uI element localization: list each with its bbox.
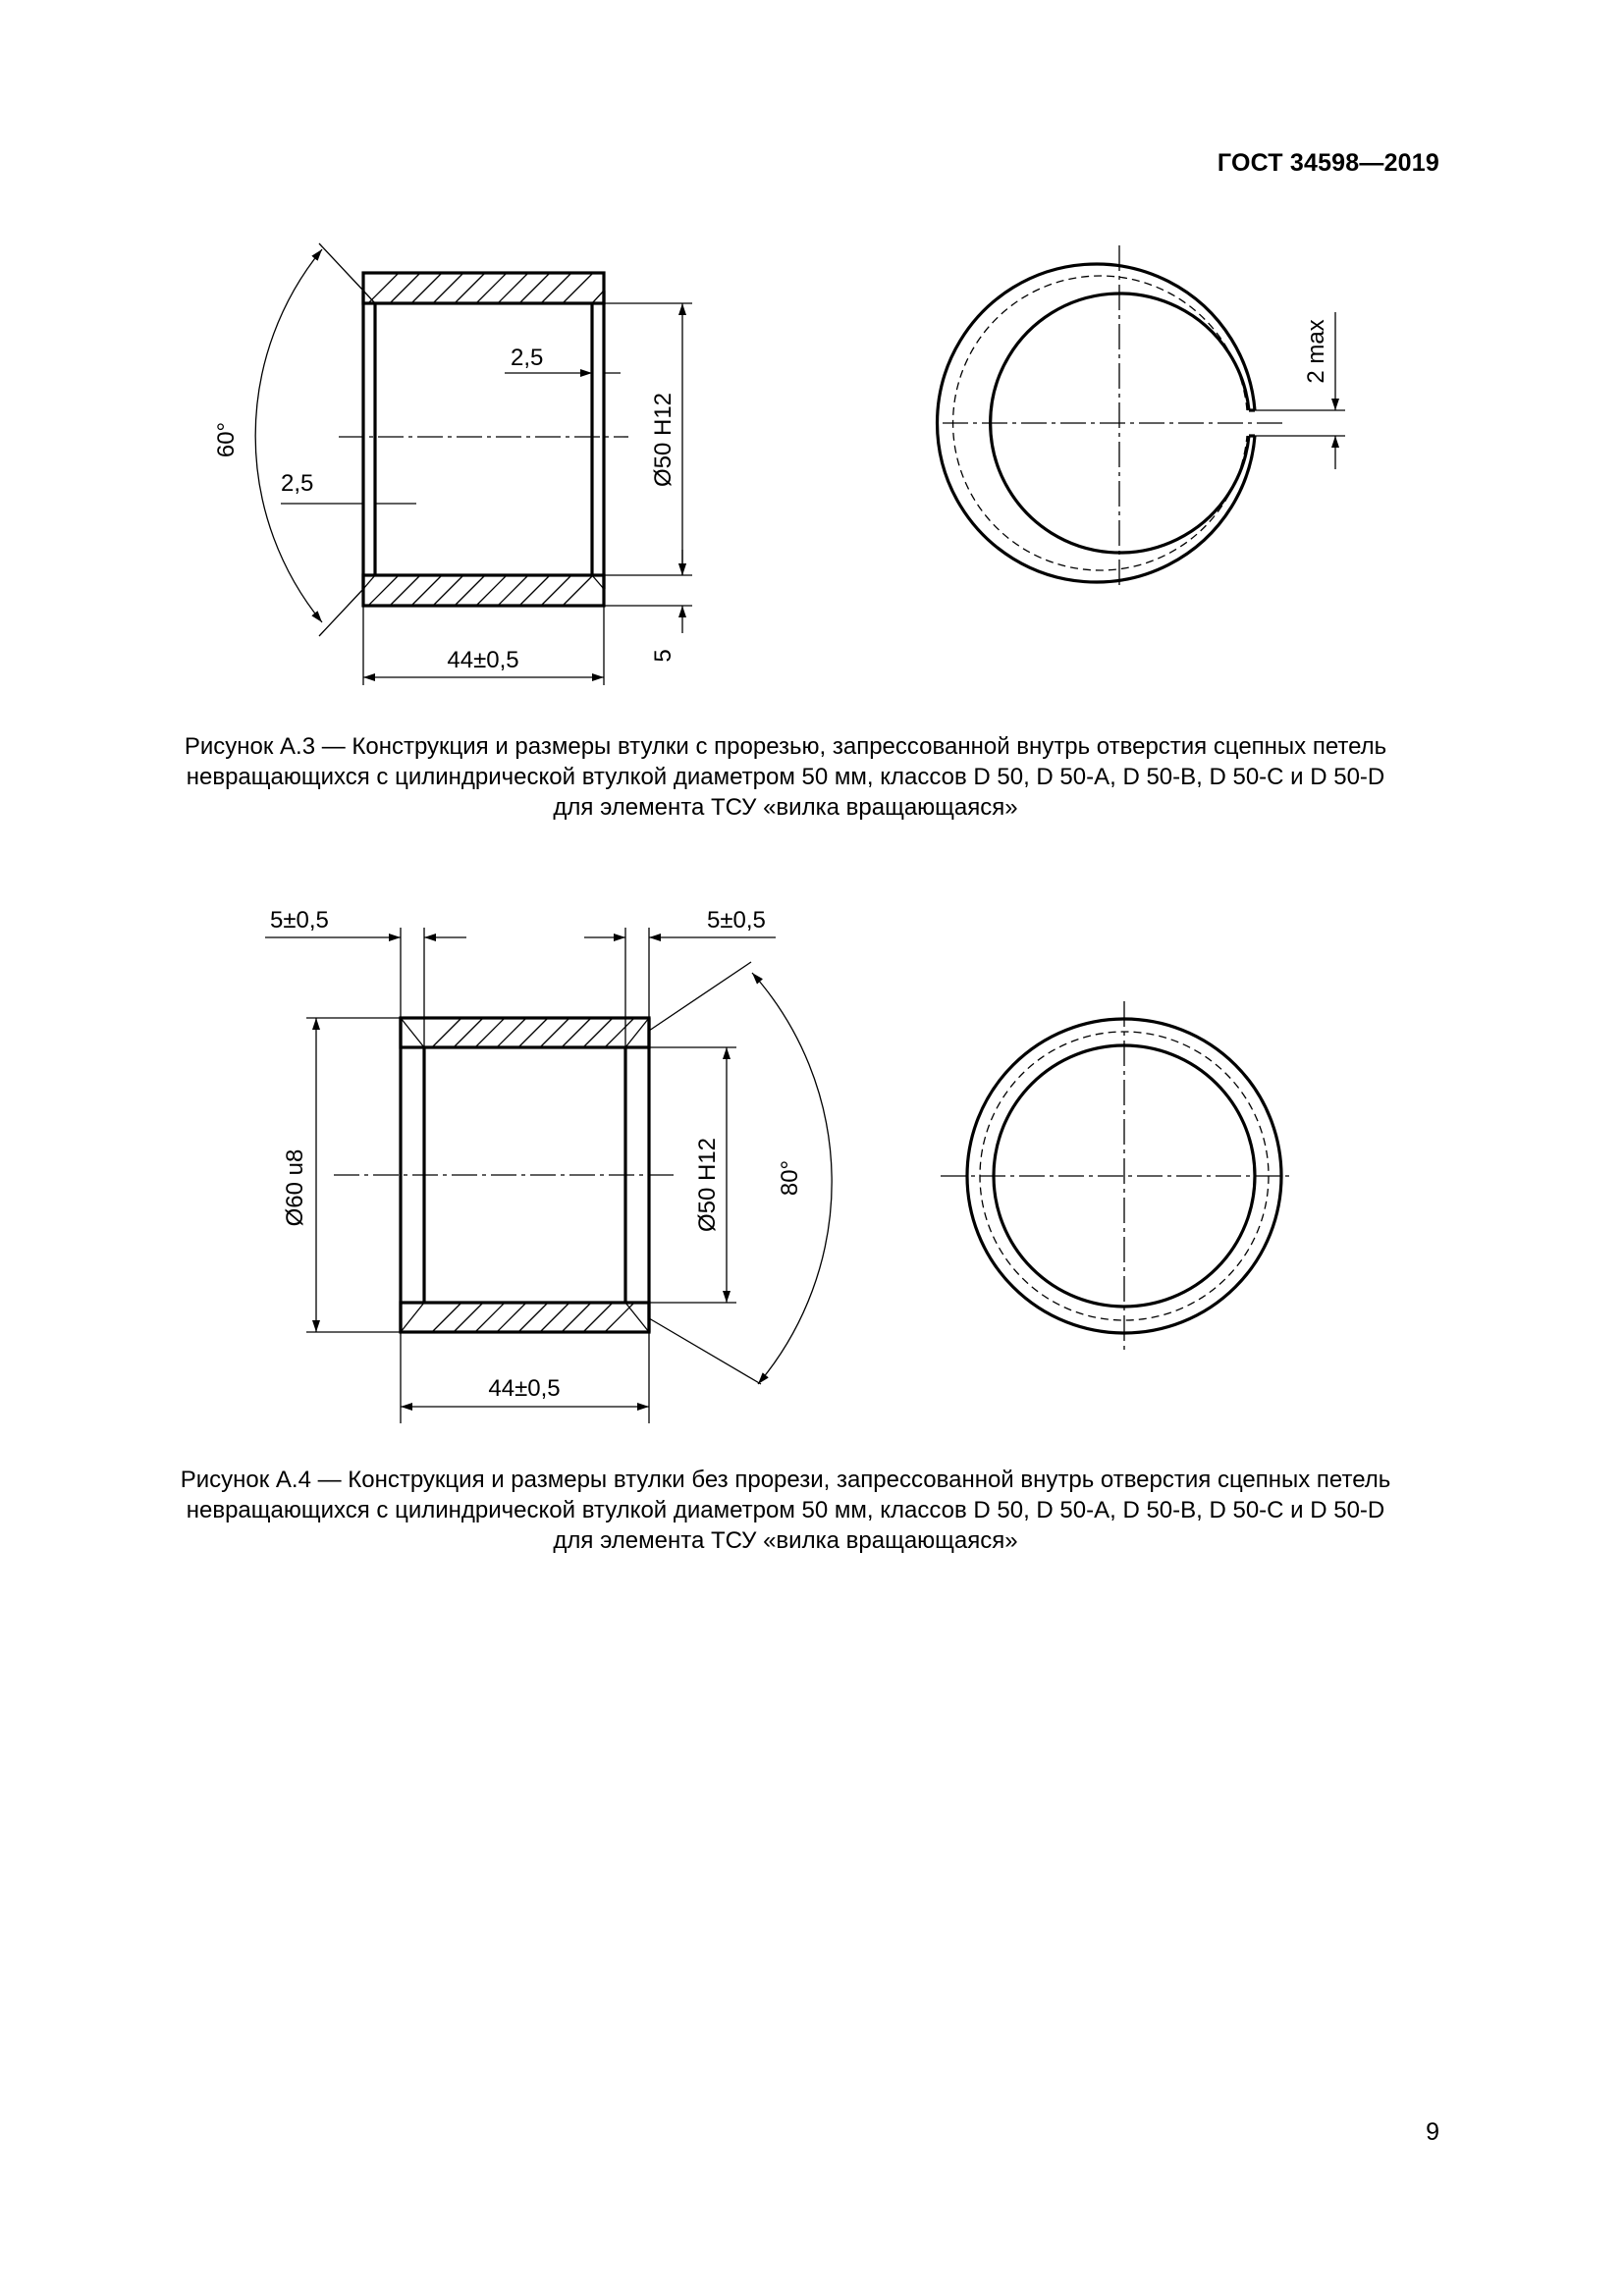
a3-diameter-label: Ø50 H12 [650, 392, 677, 488]
a4-top-hatching [432, 1018, 634, 1047]
a4-chamfer-right-dimension [584, 907, 776, 1047]
a4-bottom-hatching [432, 1303, 634, 1332]
a4-length-dimension [401, 1332, 649, 1423]
a4-section-view [334, 1018, 677, 1332]
figure-a4-caption [137, 1465, 1434, 1556]
a3-chamfer-outer-dimension [281, 470, 416, 504]
figure-a3 [0, 0, 1624, 883]
a3-wall-label: 5 [650, 649, 677, 663]
a3-angle-label: 60° [213, 421, 240, 458]
a4-chamfer-left-label: 5±0,5 [270, 907, 329, 934]
caption-line: Рисунок А.3 — Конструкция и размеры втулки с прорезью, запрессованной внутрь отверстия сцепных петель [184, 733, 1387, 760]
caption-line: для элемента ТСУ «вилка вращающаяся» [553, 794, 1018, 821]
caption-line: невращающихся с цилиндрической втулкой диаметром 50 мм, классов D 50, D 50-A, D 50-B, D 50-C и D 50-D [186, 1497, 1385, 1523]
a3-chamfer-outer-label: 2,5 [281, 470, 314, 497]
a3-length-label: 44±0,5 [447, 647, 519, 673]
figure-a4 [0, 883, 1624, 1590]
a4-outer-diameter-label: Ø60 u8 [282, 1148, 308, 1227]
a3-end-view [938, 245, 1286, 589]
a4-angle-label: 80° [777, 1159, 803, 1197]
a3-slot-label: 2 max [1303, 319, 1329, 384]
page-number: 9 [1426, 2118, 1439, 2146]
a3-length-dimension [363, 589, 604, 685]
a4-chamfer-right-label: 5±0,5 [707, 907, 766, 934]
a4-inner-diameter-label: Ø50 H12 [694, 1137, 721, 1233]
figure-a3-caption [137, 731, 1434, 823]
a3-chamfer-inner-label: 2,5 [511, 345, 544, 371]
document-code: ГОСТ 34598—2019 [1217, 149, 1439, 177]
a3-top-hatching [368, 273, 593, 303]
a4-end-view [941, 1001, 1294, 1350]
a4-top-wall [401, 1018, 649, 1047]
a3-slot-dimension [1255, 312, 1345, 469]
caption-line: Рисунок А.4 — Конструкция и размеры втулки без прорези, запрессованной внутрь отверстия сцепных петель [180, 1467, 1391, 1493]
a4-chamfer-left-dimension [265, 907, 466, 1047]
a3-diameter-dimension [604, 303, 692, 575]
caption-line: для элемента ТСУ «вилка вращающаяся» [553, 1527, 1018, 1554]
a4-length-label: 44±0,5 [488, 1375, 561, 1402]
a4-angle-dimension [649, 962, 832, 1384]
a3-wall-dimension [604, 550, 692, 663]
a3-angle-dimension [213, 243, 363, 636]
a4-bottom-wall [401, 1303, 649, 1332]
caption-line: невращающихся с цилиндрической втулкой диаметром 50 мм, классов D 50, D 50-A, D 50-B, D 50-C и D 50-D [186, 764, 1385, 790]
a3-bottom-hatching [368, 575, 593, 606]
a3-section-view [339, 273, 628, 606]
